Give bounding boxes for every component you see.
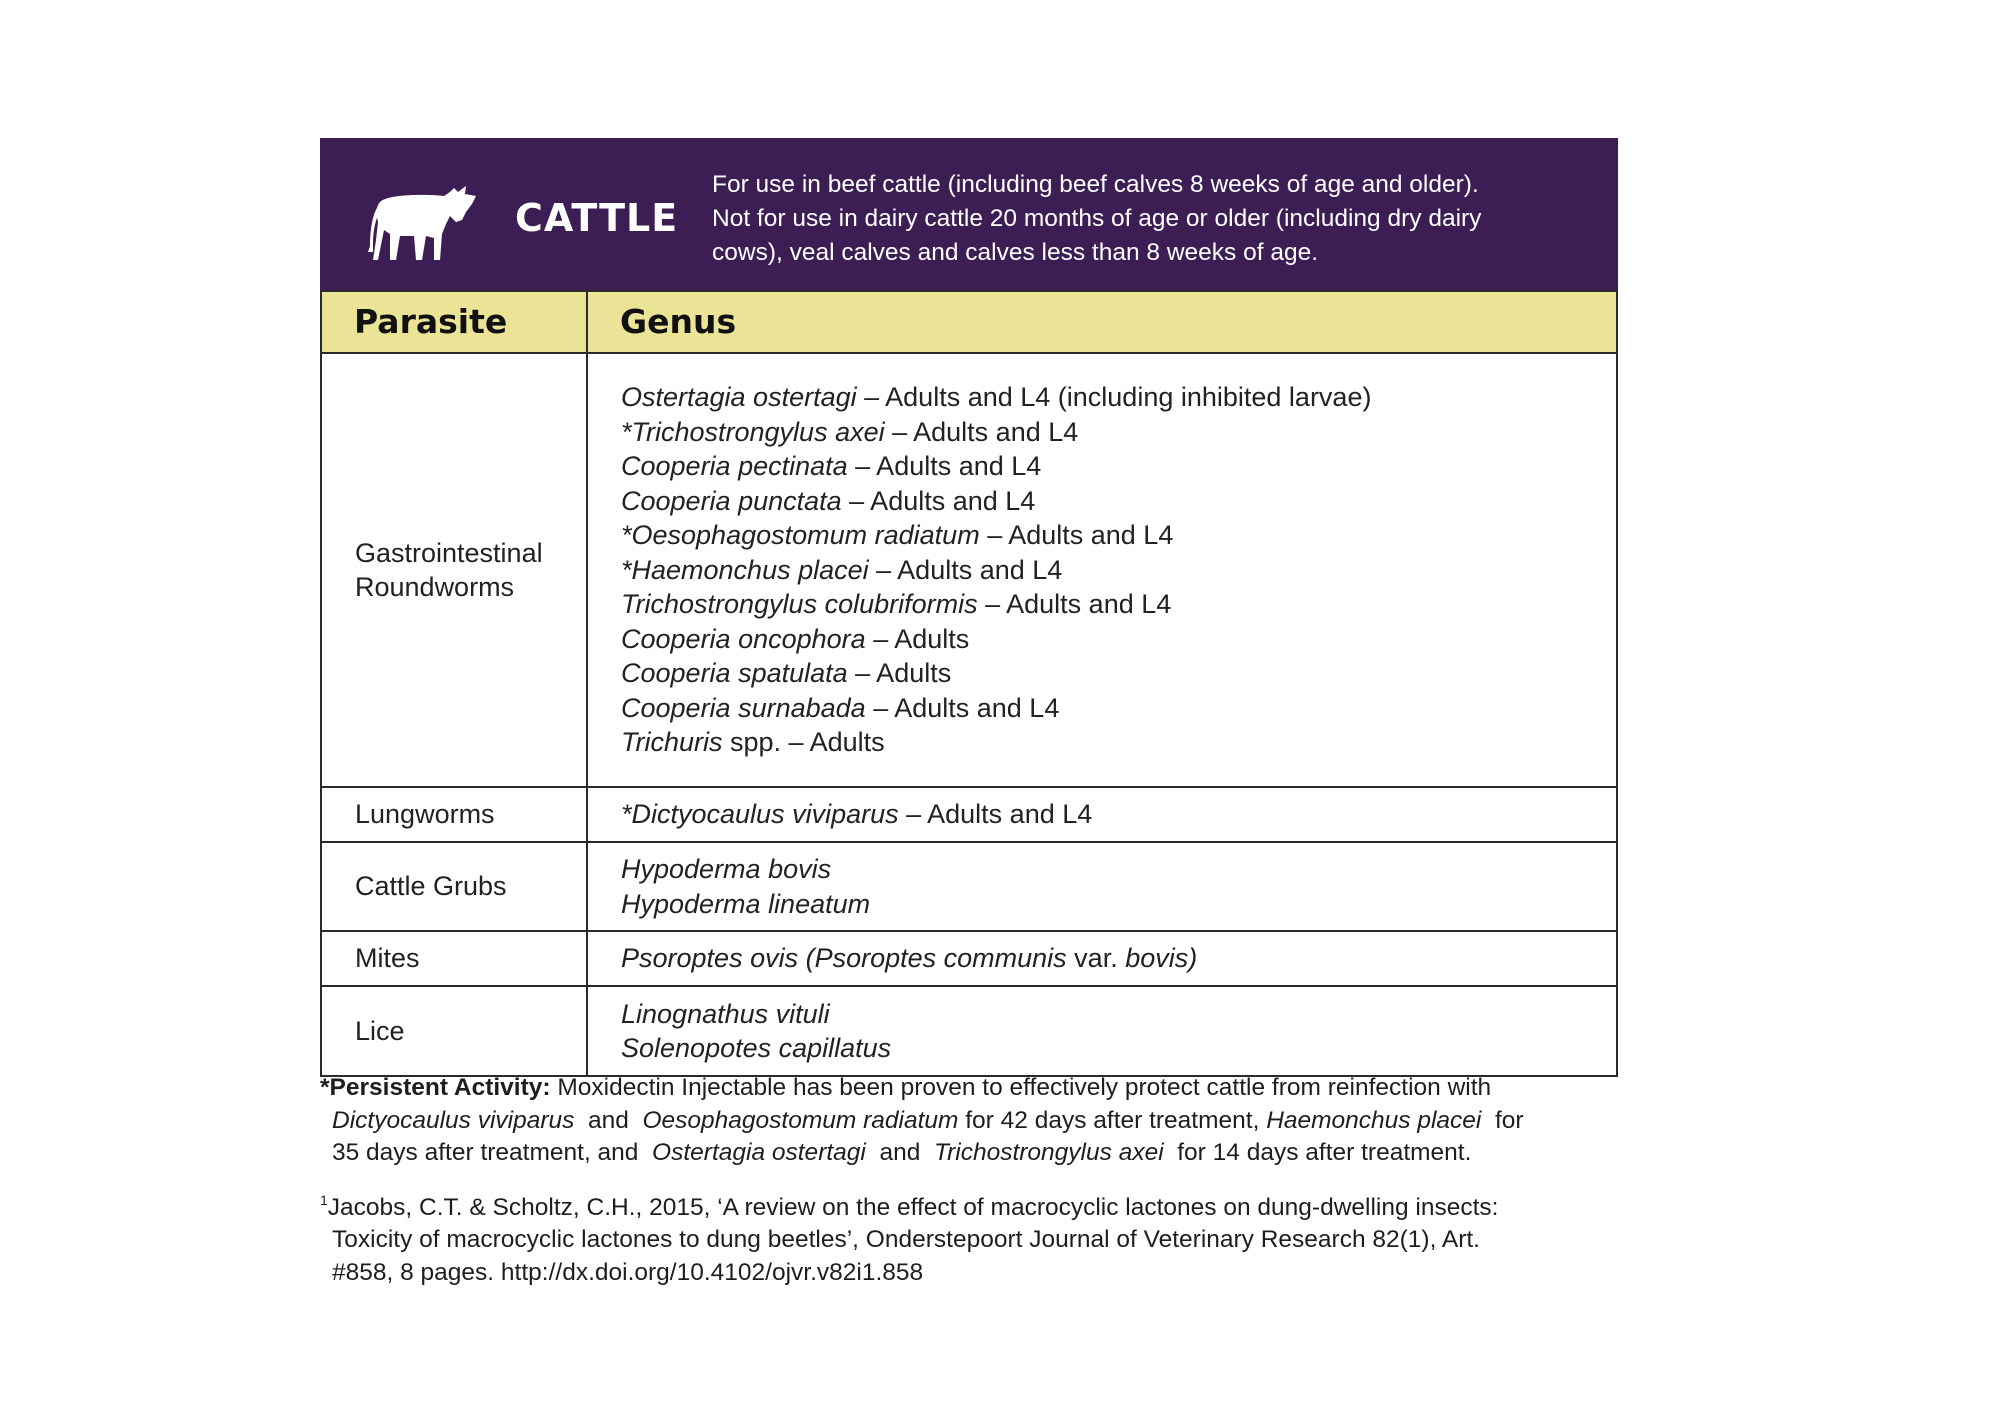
note-genus: Trichostrongylus axei — [933, 1139, 1164, 1166]
genus-name: Cooperia punctata — [621, 485, 842, 516]
genus-stage: spp. – Adults — [722, 727, 885, 758]
reference-text: Toxicity of macrocyclic lactones to dung beetles’, Onderstepoort Journal of Veterinary Research 82(1), Art. — [332, 1226, 1480, 1253]
footnotes — [320, 1072, 1640, 1289]
genus-line — [621, 656, 1616, 691]
note-genus: Ostertagia ostertagi — [652, 1139, 866, 1166]
banner-description — [712, 168, 1602, 270]
genus-stage: – Adults and L4 — [868, 554, 1063, 585]
parasite-name: Roundworms — [355, 572, 515, 602]
genus-cell — [587, 931, 1617, 986]
genus-line — [621, 484, 1616, 519]
genus-stage: – Adults and L4 — [841, 485, 1036, 516]
note-text: Moxidectin Injectable has been proven to effectively protect cattle from reinfection with — [550, 1074, 1492, 1101]
banner-line: Not for use in dairy cattle 20 months of age or older (including dry dairy — [712, 205, 1482, 232]
genus-name: Cooperia surnabada — [621, 692, 866, 723]
genus-cell — [587, 986, 1617, 1076]
genus-name: Cooperia pectinata — [621, 451, 848, 482]
note-line — [320, 1257, 1640, 1290]
genus-line — [621, 553, 1616, 588]
genus-name: Cooperia spatulata — [621, 658, 848, 689]
note-genus: Dictyocaulus viviparus — [332, 1106, 575, 1134]
parasite-cell — [321, 787, 587, 842]
genus-line — [621, 941, 1616, 976]
table-row — [321, 842, 1617, 931]
parasite-cell — [321, 353, 587, 787]
genus-stage: – Adults and L4 (including inhibited larvae) — [856, 382, 1372, 413]
cow-icon — [366, 182, 478, 262]
genus-name: Solenopotes capillatus — [621, 1033, 892, 1063]
reference-superscript: 1 — [320, 1191, 328, 1208]
column-header-genus: Genus — [587, 291, 1617, 353]
note-text: for 14 days after treatment. — [1163, 1139, 1472, 1166]
genus-line — [621, 1031, 1616, 1066]
genus-name: *Trichostrongylus axei — [621, 416, 885, 447]
cattle-label-panel — [320, 138, 1618, 1077]
genus-name: Trichostrongylus colubriformis — [621, 589, 978, 620]
parasite-cell — [321, 986, 587, 1076]
reference-text: #858, 8 pages. http://dx.doi.org/10.4102/ojvr.v82i1.858 — [332, 1258, 924, 1286]
genus-line — [621, 797, 1616, 832]
note-text: and — [865, 1139, 934, 1166]
genus-name: Hypoderma bovis — [621, 854, 832, 884]
note-line — [320, 1184, 1640, 1225]
genus-stage: – Adults and L4 — [865, 692, 1060, 723]
note-text: for 42 days after treatment, — [958, 1106, 1267, 1134]
note-line — [320, 1137, 1640, 1170]
persistent-activity-note — [320, 1072, 1640, 1170]
parasite-cell — [321, 842, 587, 931]
note-label: *Persistent Activity: — [320, 1074, 551, 1101]
parasite-name: Lice — [355, 1015, 405, 1046]
reference-note — [320, 1184, 1640, 1290]
note-text: 35 days after treatment, and — [332, 1139, 653, 1166]
genus-line — [621, 415, 1616, 450]
genus-name: *Haemonchus placei — [621, 554, 869, 585]
genus-name: Trichuris — [621, 727, 723, 758]
note-line — [320, 1224, 1640, 1257]
genus-stage: – Adults — [865, 623, 970, 654]
note-text: for — [1481, 1106, 1524, 1134]
parasite-name: Mites — [355, 943, 420, 974]
genus-name: *Dictyocaulus viviparus — [621, 799, 899, 830]
parasite-cell — [321, 931, 587, 986]
table-row — [321, 931, 1617, 986]
genus-stage: – Adults and L4 — [884, 416, 1079, 447]
genus-cell — [587, 787, 1617, 842]
note-line — [320, 1105, 1640, 1138]
table-row — [321, 353, 1617, 787]
table-row — [321, 787, 1617, 842]
genus-line — [621, 725, 1616, 760]
genus-line — [621, 380, 1616, 415]
genus-variety-name: bovis) — [1125, 943, 1198, 974]
genus-name: Psoroptes ovis (Psoroptes communis — [621, 943, 1067, 974]
genus-line — [621, 852, 1616, 887]
banner-line: cows), veal calves and calves less than 8 weeks of age. — [712, 239, 1319, 266]
genus-line — [621, 449, 1616, 484]
note-genus: Haemonchus placei — [1266, 1106, 1482, 1134]
genus-stage: – Adults and L4 — [977, 589, 1172, 620]
genus-line — [621, 997, 1616, 1032]
note-line — [320, 1072, 1640, 1105]
parasite-name: Lungworms — [355, 799, 495, 830]
banner-title: CATTLE — [515, 196, 679, 240]
banner-line: For use in beef cattle (including beef calves 8 weeks of age and older). — [712, 171, 1479, 198]
note-genus: Oesophagostomum radiatum — [642, 1106, 959, 1134]
genus-cell — [587, 353, 1617, 787]
genus-line — [621, 622, 1616, 657]
genus-stage: – Adults — [847, 658, 952, 689]
genus-line — [621, 691, 1616, 726]
genus-line — [621, 587, 1616, 622]
parasite-name: Cattle Grubs — [355, 871, 507, 902]
genus-line — [621, 518, 1616, 553]
genus-variety-text: var. — [1066, 943, 1126, 974]
genus-stage: – Adults and L4 — [898, 799, 1093, 830]
genus-cell — [587, 842, 1617, 931]
reference-text: Jacobs, C.T. & Scholtz, C.H., 2015, ‘A review on the effect of macrocyclic lactones on dung-dwelling insects: — [327, 1193, 1499, 1221]
table-row — [321, 986, 1617, 1076]
cattle-banner — [320, 138, 1618, 290]
genus-name: *Oesophagostomum radiatum — [621, 520, 980, 551]
genus-stage: – Adults and L4 — [979, 520, 1174, 551]
parasite-table — [320, 290, 1618, 1077]
genus-name: Hypoderma lineatum — [621, 888, 871, 919]
table-header-row — [321, 291, 1617, 353]
genus-name: Cooperia oncophora — [621, 623, 866, 654]
column-header-parasite: Parasite — [321, 291, 587, 353]
genus-name: Linognathus vituli — [621, 998, 830, 1029]
genus-stage: – Adults and L4 — [847, 451, 1042, 482]
note-text: and — [574, 1106, 643, 1134]
parasite-name: Gastrointestinal — [355, 537, 543, 568]
genus-line — [621, 887, 1616, 922]
genus-name: Ostertagia ostertagi — [621, 382, 857, 413]
